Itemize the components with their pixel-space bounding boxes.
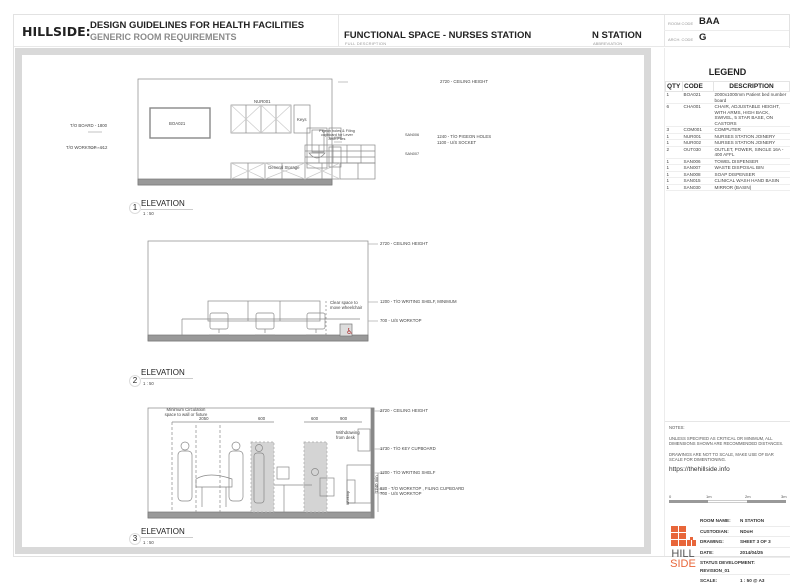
date: 2014/04/25: [740, 550, 763, 556]
scale-segment: [747, 500, 786, 503]
custodian: NDoH: [740, 528, 753, 534]
logo-text-hill: HILL: [671, 548, 695, 560]
dim-900: 900: [340, 416, 348, 421]
description: CLINICAL WASH HAND BASIN: [714, 178, 790, 185]
level-us-worktop: 700 - U/S WORKTOP: [380, 491, 422, 496]
elevation-2-title: ELEVATION: [141, 368, 185, 377]
elevation-underline: [141, 537, 193, 538]
tag-bin: SAN007: [405, 152, 420, 156]
dim-1240-min: 1240 min: [374, 475, 379, 493]
scale-segment: [708, 500, 747, 503]
drawing: SHEET 3 OF 3: [740, 539, 771, 545]
qty: 1: [666, 133, 683, 140]
description: MIRROR (BASIN): [714, 184, 790, 191]
code: BOA021: [683, 92, 714, 104]
level-key-cupboard: 1730 - T/O KEY CUPBOARD: [380, 446, 436, 451]
abbreviation: N STATION: [592, 30, 642, 41]
code: COM001: [683, 127, 714, 134]
qty: 1: [666, 178, 683, 185]
room-code-row: [664, 15, 789, 31]
legend-row: [666, 184, 790, 191]
label-worktop: Worktop: [346, 490, 350, 505]
room-name-label: ROOM NAME:: [700, 518, 731, 524]
level-worktop: 700 - U/S WORKTOP: [380, 318, 422, 323]
abbreviation-label: ABBREVIATION: [593, 41, 623, 46]
scale-label: 1m: [706, 494, 712, 499]
drawing-canvas: [22, 55, 644, 547]
elevation-3-title: ELEVATION: [141, 527, 185, 536]
scale-label: 3m: [781, 494, 787, 499]
website-link[interactable]: https://thehillside.info: [669, 466, 730, 473]
room-name-row: [700, 516, 790, 527]
note-scale: DRAWINGS ARE NOT TO SCALE, MAKE USE OF BAR SCALE FOR DIMENTIONING.: [669, 452, 774, 462]
custodian-row: [700, 527, 790, 538]
elevation-3-scale: 1 : 50: [143, 540, 154, 545]
arch-code: G: [699, 32, 707, 43]
elevation-underline: [141, 209, 193, 210]
tag-towel: SAN006: [405, 133, 420, 137]
legend-table: [665, 81, 790, 191]
column-header: QTY: [666, 82, 683, 92]
status-label: STATUS DEVELOPMENT:: [700, 559, 755, 565]
scale-label: SCALE:: [700, 577, 718, 583]
wheelchair-icon: ♿: [346, 327, 354, 336]
scale: 1 : 50 @ A3: [740, 577, 765, 583]
level-worktop-filing: 830 - T/O WORKTOP , FILING CUPBOARD: [380, 486, 465, 491]
code: SAN008: [683, 171, 714, 178]
description: NURSES STATION JOINERY: [714, 140, 790, 147]
room-name: N STATION: [740, 518, 765, 524]
notes-section: [665, 421, 790, 476]
qty: 6: [666, 104, 683, 127]
level-board: T/O BOARD - 1800: [70, 123, 108, 128]
scale-segment: [669, 500, 708, 503]
code: NUR001: [683, 133, 714, 140]
qty: 1: [666, 171, 683, 178]
scale-bar: [669, 494, 786, 504]
scale-row: [700, 575, 790, 585]
code: OUT030: [683, 146, 714, 158]
qty: 1: [666, 140, 683, 147]
status: REVISION_01: [700, 567, 730, 573]
elevation-1-number: 1: [129, 202, 141, 214]
custodian-label: CUSTODIAN:: [700, 528, 729, 534]
code: SAN007: [683, 165, 714, 172]
dim-circulation: Minimum Circulation space to wall or fixture: [164, 407, 208, 417]
elevation-2-number: 2: [129, 375, 141, 387]
room-code: BAA: [699, 16, 720, 27]
level-writing-shelf: 1200 - T/O WRITING SHELF, MINIMUM: [380, 299, 457, 304]
drawing-sheet: [13, 14, 790, 583]
note-withdraw: Withdrawing from desk: [336, 430, 360, 440]
qty: 1: [666, 158, 683, 165]
scale-label: 2m: [745, 494, 751, 499]
elevation-underline: [141, 378, 193, 379]
code: SAN006: [683, 158, 714, 165]
qty: 2: [666, 146, 683, 158]
code: CHA001: [683, 104, 714, 127]
tag-board: BOA021: [169, 121, 186, 126]
level-ceiling: 2720 - CEILING HEIGHT: [380, 408, 428, 413]
tag-joinery: NUR001: [254, 99, 271, 104]
level-worktop: T/O WORKTOP - 912: [66, 145, 108, 150]
drawing-row: [700, 537, 790, 548]
level-pigeon: 1240 - T/O PIGEON HOLES: [437, 134, 492, 139]
dim-600: 600: [258, 416, 266, 421]
title-header: [14, 15, 789, 47]
dim-2050: 2050: [199, 416, 209, 421]
legend-row: [666, 133, 790, 140]
drawing-frame: [15, 48, 651, 554]
hillside-logo: [669, 526, 697, 572]
description: CHAIR, ADJUSTABLE HEIGHT, WITH ARMS, HIGH BACK, SWIVEL, 5 STAR BASE, ON CASTORS: [714, 104, 790, 127]
tag-keys: Keys: [297, 117, 307, 122]
description: 2000x1000mm Patient bed number board: [714, 92, 790, 104]
status-row: [700, 558, 790, 566]
tag-pigeon: Pigeon holes & Filing cupboard for Lever Arch Files: [319, 129, 355, 141]
logo-text-side: SIDE: [670, 558, 696, 570]
scale-labels: [669, 494, 786, 499]
brand-name: HILLSIDE:: [22, 24, 91, 39]
side-panel: [664, 48, 790, 583]
code: SAN015: [683, 178, 714, 185]
legend-row: [666, 146, 790, 158]
title-block: [700, 516, 790, 585]
header-divider: [338, 15, 339, 46]
date-row: [700, 548, 790, 559]
logo-wordmark: [669, 549, 697, 569]
notes-heading: NOTES:: [669, 425, 685, 430]
scale-bar-segments: [669, 500, 786, 503]
functional-space-label: FULL DESCRIPTION: [345, 41, 387, 46]
tag-storage: General Storage: [268, 165, 300, 170]
legend-row: [666, 178, 790, 185]
revision-row: [700, 566, 790, 575]
description: TOWEL DISPENSER: [714, 158, 790, 165]
level-socket: 1100 - U/S SOCKET: [437, 140, 477, 145]
qty: 1: [666, 184, 683, 191]
description: COMPUTER: [714, 127, 790, 134]
level-ceiling: 2720 - CEILING HEIGHT: [440, 79, 488, 84]
note-dimensions: UNLESS SPECIFIED AS CRITICAL OR MINIMUM, ALL DIMENSIONS SHOWN ARE RECOMMENDED DISTANCES.: [669, 436, 784, 446]
description: SOAP DISPENSER: [714, 171, 790, 178]
elevation-1-scale: 1 : 50: [143, 211, 154, 216]
elevation-3-number: 3: [129, 533, 141, 545]
document-subtitle: GENERIC ROOM REQUIREMENTS: [90, 32, 237, 42]
arch-code-row: [664, 31, 789, 46]
description: NURSES STATION JOINERY: [714, 133, 790, 140]
date-label: DATE:: [700, 550, 714, 556]
legend-row: [666, 104, 790, 127]
qty: 3: [666, 127, 683, 134]
code-box: [664, 15, 789, 46]
elevation-2-scale: 1 : 50: [143, 381, 154, 386]
room-code-label: ROOM CODE: [668, 21, 694, 26]
scale-label: 0: [669, 494, 672, 499]
legend-row: [666, 140, 790, 147]
note-clear-space: Clear space to move wheelchair: [330, 300, 363, 310]
legend-header-row: [666, 82, 790, 92]
description: OUTLET, POWER, SINGLE 16A - 400 AFFL: [714, 146, 790, 158]
legend-title: LEGEND: [708, 67, 747, 77]
drawing-label: DRAWING:: [700, 539, 724, 545]
qty: 1: [666, 165, 683, 172]
qty: 1: [666, 92, 683, 104]
legend-row: [666, 92, 790, 104]
functional-space: FUNCTIONAL SPACE - NURSES STATION: [344, 30, 532, 41]
elevation-1-title: ELEVATION: [141, 199, 185, 208]
building-icon: [669, 526, 697, 550]
dim-600: 600: [311, 416, 319, 421]
arch-code-label: ARCH. CODE: [668, 37, 694, 42]
code: SAN030: [683, 184, 714, 191]
column-header: CODE: [683, 82, 714, 92]
column-header: DESCRIPTION: [714, 82, 790, 92]
level-writing-shelf: 1200 - T/O WRITING SHELF: [380, 470, 436, 475]
level-ceiling: 2720 - CEILING HEIGHT: [380, 241, 428, 246]
document-title: DESIGN GUIDELINES FOR HEALTH FACILITIES: [90, 20, 305, 31]
description: WASTE DISPOSAL BIN: [714, 165, 790, 172]
code: NUR002: [683, 140, 714, 147]
